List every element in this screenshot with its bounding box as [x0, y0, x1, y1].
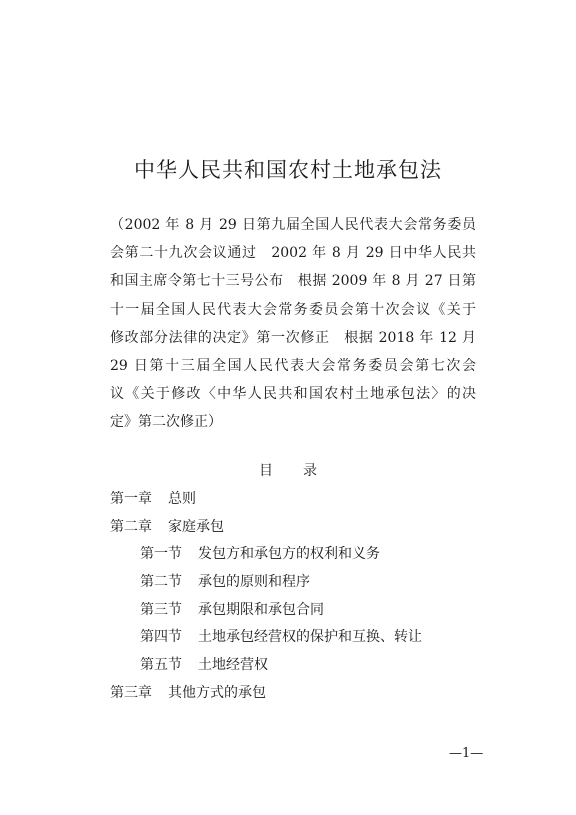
document-title: 中华人民共和国农村土地承包法 [134, 158, 442, 182]
toc-item-number: 第三章 [110, 684, 152, 701]
toc-item-label: 家庭承包 [168, 518, 224, 535]
toc-chapter [110, 514, 490, 542]
toc-section [110, 652, 490, 680]
toc-item-label: 发包方和承包方的权利和义务 [198, 546, 380, 563]
toc-item-number: 第二章 [110, 518, 152, 535]
toc-item-number: 第一章 [110, 491, 152, 507]
page-number: —1— [449, 746, 484, 761]
toc-heading [0, 461, 576, 481]
toc-heading-char: 录 [303, 463, 317, 479]
toc-item-label: 土地经营权 [198, 657, 268, 674]
toc-item-label: 承包的原则和程序 [198, 574, 310, 591]
table-of-contents [110, 486, 490, 708]
preamble [110, 211, 476, 437]
toc-chapter [110, 680, 490, 708]
toc-item-number: 第四节 [140, 629, 182, 646]
toc-chapter [110, 486, 490, 514]
preamble-line: 十一届全国人民代表大会常务委员会第十次会议《关于 [110, 301, 476, 318]
toc-item-number: 第二节 [140, 574, 182, 591]
toc-item-label: 承包期限和承包合同 [198, 601, 324, 618]
toc-item-label: 其他方式的承包 [168, 684, 266, 701]
toc-section [110, 541, 490, 569]
preamble-line: 定》第二次修正） [110, 414, 222, 431]
toc-section [110, 597, 490, 625]
toc-heading-char: 目 [259, 463, 273, 479]
toc-item-number: 第一节 [140, 546, 182, 563]
preamble-line: 修改部分法律的决定》第一次修正 根据 2018 年 12 月 [110, 329, 476, 346]
toc-item-number: 第五节 [140, 657, 182, 674]
toc-section [110, 624, 490, 652]
preamble-line: 和国主席令第七十三号公布 根据 2009 年 8 月 27 日第 [110, 273, 476, 290]
toc-item-label: 土地承包经营权的保护和互换、转让 [198, 629, 422, 646]
toc-section [110, 569, 490, 597]
preamble-line: 议《关于修改〈中华人民共和国农村土地承包法〉的决 [110, 386, 476, 403]
toc-item-number: 第三节 [140, 601, 182, 618]
preamble-line: 会第二十九次会议通过 2002 年 8 月 29 日中华人民共 [110, 245, 476, 262]
toc-item-label: 总则 [168, 491, 196, 507]
preamble-line: （2002 年 8 月 29 日第九届全国人民代表大会常务委员 [110, 217, 476, 233]
preamble-line: 29 日第十三届全国人民代表大会常务委员会第七次会 [110, 357, 476, 374]
